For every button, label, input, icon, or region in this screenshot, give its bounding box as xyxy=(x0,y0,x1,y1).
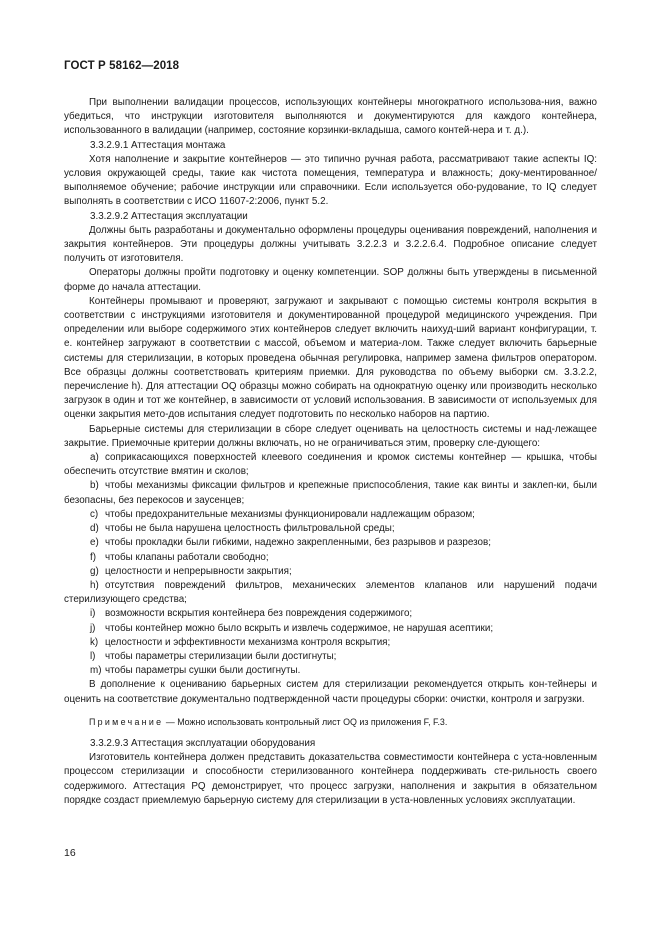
list-item-letter: f) xyxy=(90,551,97,563)
list-item-letter: k) xyxy=(90,636,99,648)
list-item-text: чтобы не была нарушена целостность фильтровальной среды; xyxy=(105,523,395,535)
list-item-letter: a) xyxy=(90,452,99,464)
section-heading: 3.3.2.9.3 Аттестация эксплуатации оборудования xyxy=(90,737,316,749)
paragraph: Должны быть разработаны и документально оформлены процедуры оценивания повреждений, наполнения и закрытия контейнеров. Эти процедуры должны учитывать 3.2.2.3 и 3.2.2.6.4. Подробное описание следует получить от изготовителя. xyxy=(64,224,597,265)
list-item xyxy=(64,579,597,607)
list-item-text: отсутствия повреждений фильтров, механических элементов клапанов или нарушений подачи стерилизующего средства; xyxy=(64,579,597,606)
list-item-text: чтобы параметры стерилизации были достигнуты; xyxy=(105,650,337,662)
list-item xyxy=(64,508,597,522)
list-item xyxy=(64,551,597,565)
list-item-text: соприкасающихся поверхностей клеевого соединения и кромок системы контейнер — крышка, чтобы обеспечить отсутствие вмятин и сколов; xyxy=(64,452,597,478)
note xyxy=(64,715,597,729)
list-item-letter: b) xyxy=(90,480,99,492)
list-item xyxy=(64,664,597,678)
paragraph: Операторы должны пройти подготовку и оценку компетенции. SOP должны быть утверждены в письменной форме до начала аттестации. xyxy=(64,267,597,293)
list-item xyxy=(64,479,597,507)
list-item-letter: h) xyxy=(90,579,99,591)
section-heading: 3.3.2.9.2 Аттестация эксплуатации xyxy=(90,210,248,222)
list-item xyxy=(64,607,597,621)
list-item-text: чтобы контейнер можно было вскрыть и извлечь содержимое, не нарушая асептики; xyxy=(105,622,494,634)
list-item-text: чтобы предохранительные механизмы функционировали надлежащим образом; xyxy=(105,508,475,520)
list-item-letter: d) xyxy=(90,523,99,535)
paragraph: Барьерные системы для стерилизации в сборе следует оценивать на целостность системы и над-лежащее закрытие. Приемочные критерии должны включать, но не ограничиваться этим, проверку сле-дующего: xyxy=(64,423,597,449)
list-item-letter: m) xyxy=(90,665,102,677)
list-item-text: чтобы механизмы фиксации фильтров и крепежные приспособления, такие как винты и заклеп-ки, были безопасны, без перекосов и заусенцев; xyxy=(64,480,597,506)
list-item-text: чтобы параметры сушки были достигнуты. xyxy=(105,665,301,677)
list-item xyxy=(64,536,597,550)
list-item xyxy=(64,650,597,664)
document-body xyxy=(64,96,597,808)
paragraph: Изготовитель контейнера должен представить доказательства совместимости контейнера с уста-новленным процессом стерилизации и способности стерилизованного контейнера поддерживать сте-рильность своего содержимого. Аттестация PQ демонстрирует, что процесс загрузки, наполнения и закрытия в обязательном порядке создаст приемлемую барьерную систему для стерилизации в уста-новленных условиях эксплуатации. xyxy=(64,752,597,806)
list-item xyxy=(64,451,597,479)
list-item-letter: g) xyxy=(90,565,99,577)
paragraph: В дополнение к оцениванию барьерных систем для стерилизации рекомендуется открыть кон-тейнеры и оценить на соответствие документально подтвержденной части процедуры сборки: очистки, контроля и загрузки. xyxy=(64,679,597,705)
list-item-text: целостности и непрерывности закрытия; xyxy=(105,565,292,577)
document-header: ГОСТ Р 58162—2018 xyxy=(64,60,180,72)
paragraph: Контейнеры промывают и проверяют, загружают и закрывают с помощью системы контроля вскрытия в соответствии с инструкциями изготовителя и документированной процедурой медицинского учреждения. При определении или выборе содержимого этих контейнеров следует включить наихуд-ший вариант конфигурации, т. е. контейнер загружают в соответствии с массой, объемом и материа-лом. Также следует включить барьерные системы для стерилизации, в которых проведена обычная регулировка, например замена фильтров оператором. Все образцы должны соответствовать критериям приемки. Для руководства по объему выборки см. 3.3.2.2, перечисление h). Для аттестации OQ образцы можно собирать на однократную оценку или производить несколько загрузок в один и тот же контейнер, в зависимости от условий использования. В зависимости от используемых для оценки закрытия мето-дов испытания следует подготовить по несколько наборов на партию. xyxy=(64,295,597,421)
paragraph: При выполнении валидации процессов, использующих контейнеры многократного использова-ния, важно убедиться, что инструкции изготовителя выполняются и документируются для каждого контейнера, использованного в валидации (например, состояние корзинки-вкладыша, самого контей-нера и т. д.). xyxy=(64,97,597,137)
list-item xyxy=(64,522,597,536)
list-item-text: чтобы клапаны работали свободно; xyxy=(105,551,269,563)
list-item-letter: j) xyxy=(90,622,96,634)
list-item xyxy=(64,636,597,650)
section-heading: 3.3.2.9.1 Аттестация монтажа xyxy=(90,139,226,151)
list-item-letter: i) xyxy=(90,608,96,620)
list-item xyxy=(64,622,597,636)
note-dash: — xyxy=(165,716,175,727)
note-label: Примечание xyxy=(89,716,164,727)
list-item-text: целостности и эффективности механизма контроля вскрытия; xyxy=(105,636,391,648)
list-item-letter: l) xyxy=(90,650,96,662)
list-item-letter: e) xyxy=(90,537,99,549)
list-item-letter: c) xyxy=(90,508,99,520)
page-number: 16 xyxy=(64,847,76,859)
list-item-text: чтобы прокладки были гибкими, надежно закрепленными, без разрывов и разрезов; xyxy=(105,537,491,549)
list-item xyxy=(64,565,597,579)
note-text: Можно использовать контрольный лист OQ из приложения F, F.3. xyxy=(177,716,448,727)
paragraph: Хотя наполнение и закрытие контейнеров — это типично ручная работа, рассматривают такие аспекты IQ: условия окружающей среды, такие как чистота помещения, температура и влажность; доку-ментированное/выполняемое обучение; рабочие инструкции или справочники. Если используется обо-рудование, то IQ следует выполнять в соответствии с ИСО 11607-2:2006, пункт 5.2. xyxy=(64,153,597,208)
list-item-text: возможности вскрытия контейнера без повреждения содержимого; xyxy=(105,608,413,620)
